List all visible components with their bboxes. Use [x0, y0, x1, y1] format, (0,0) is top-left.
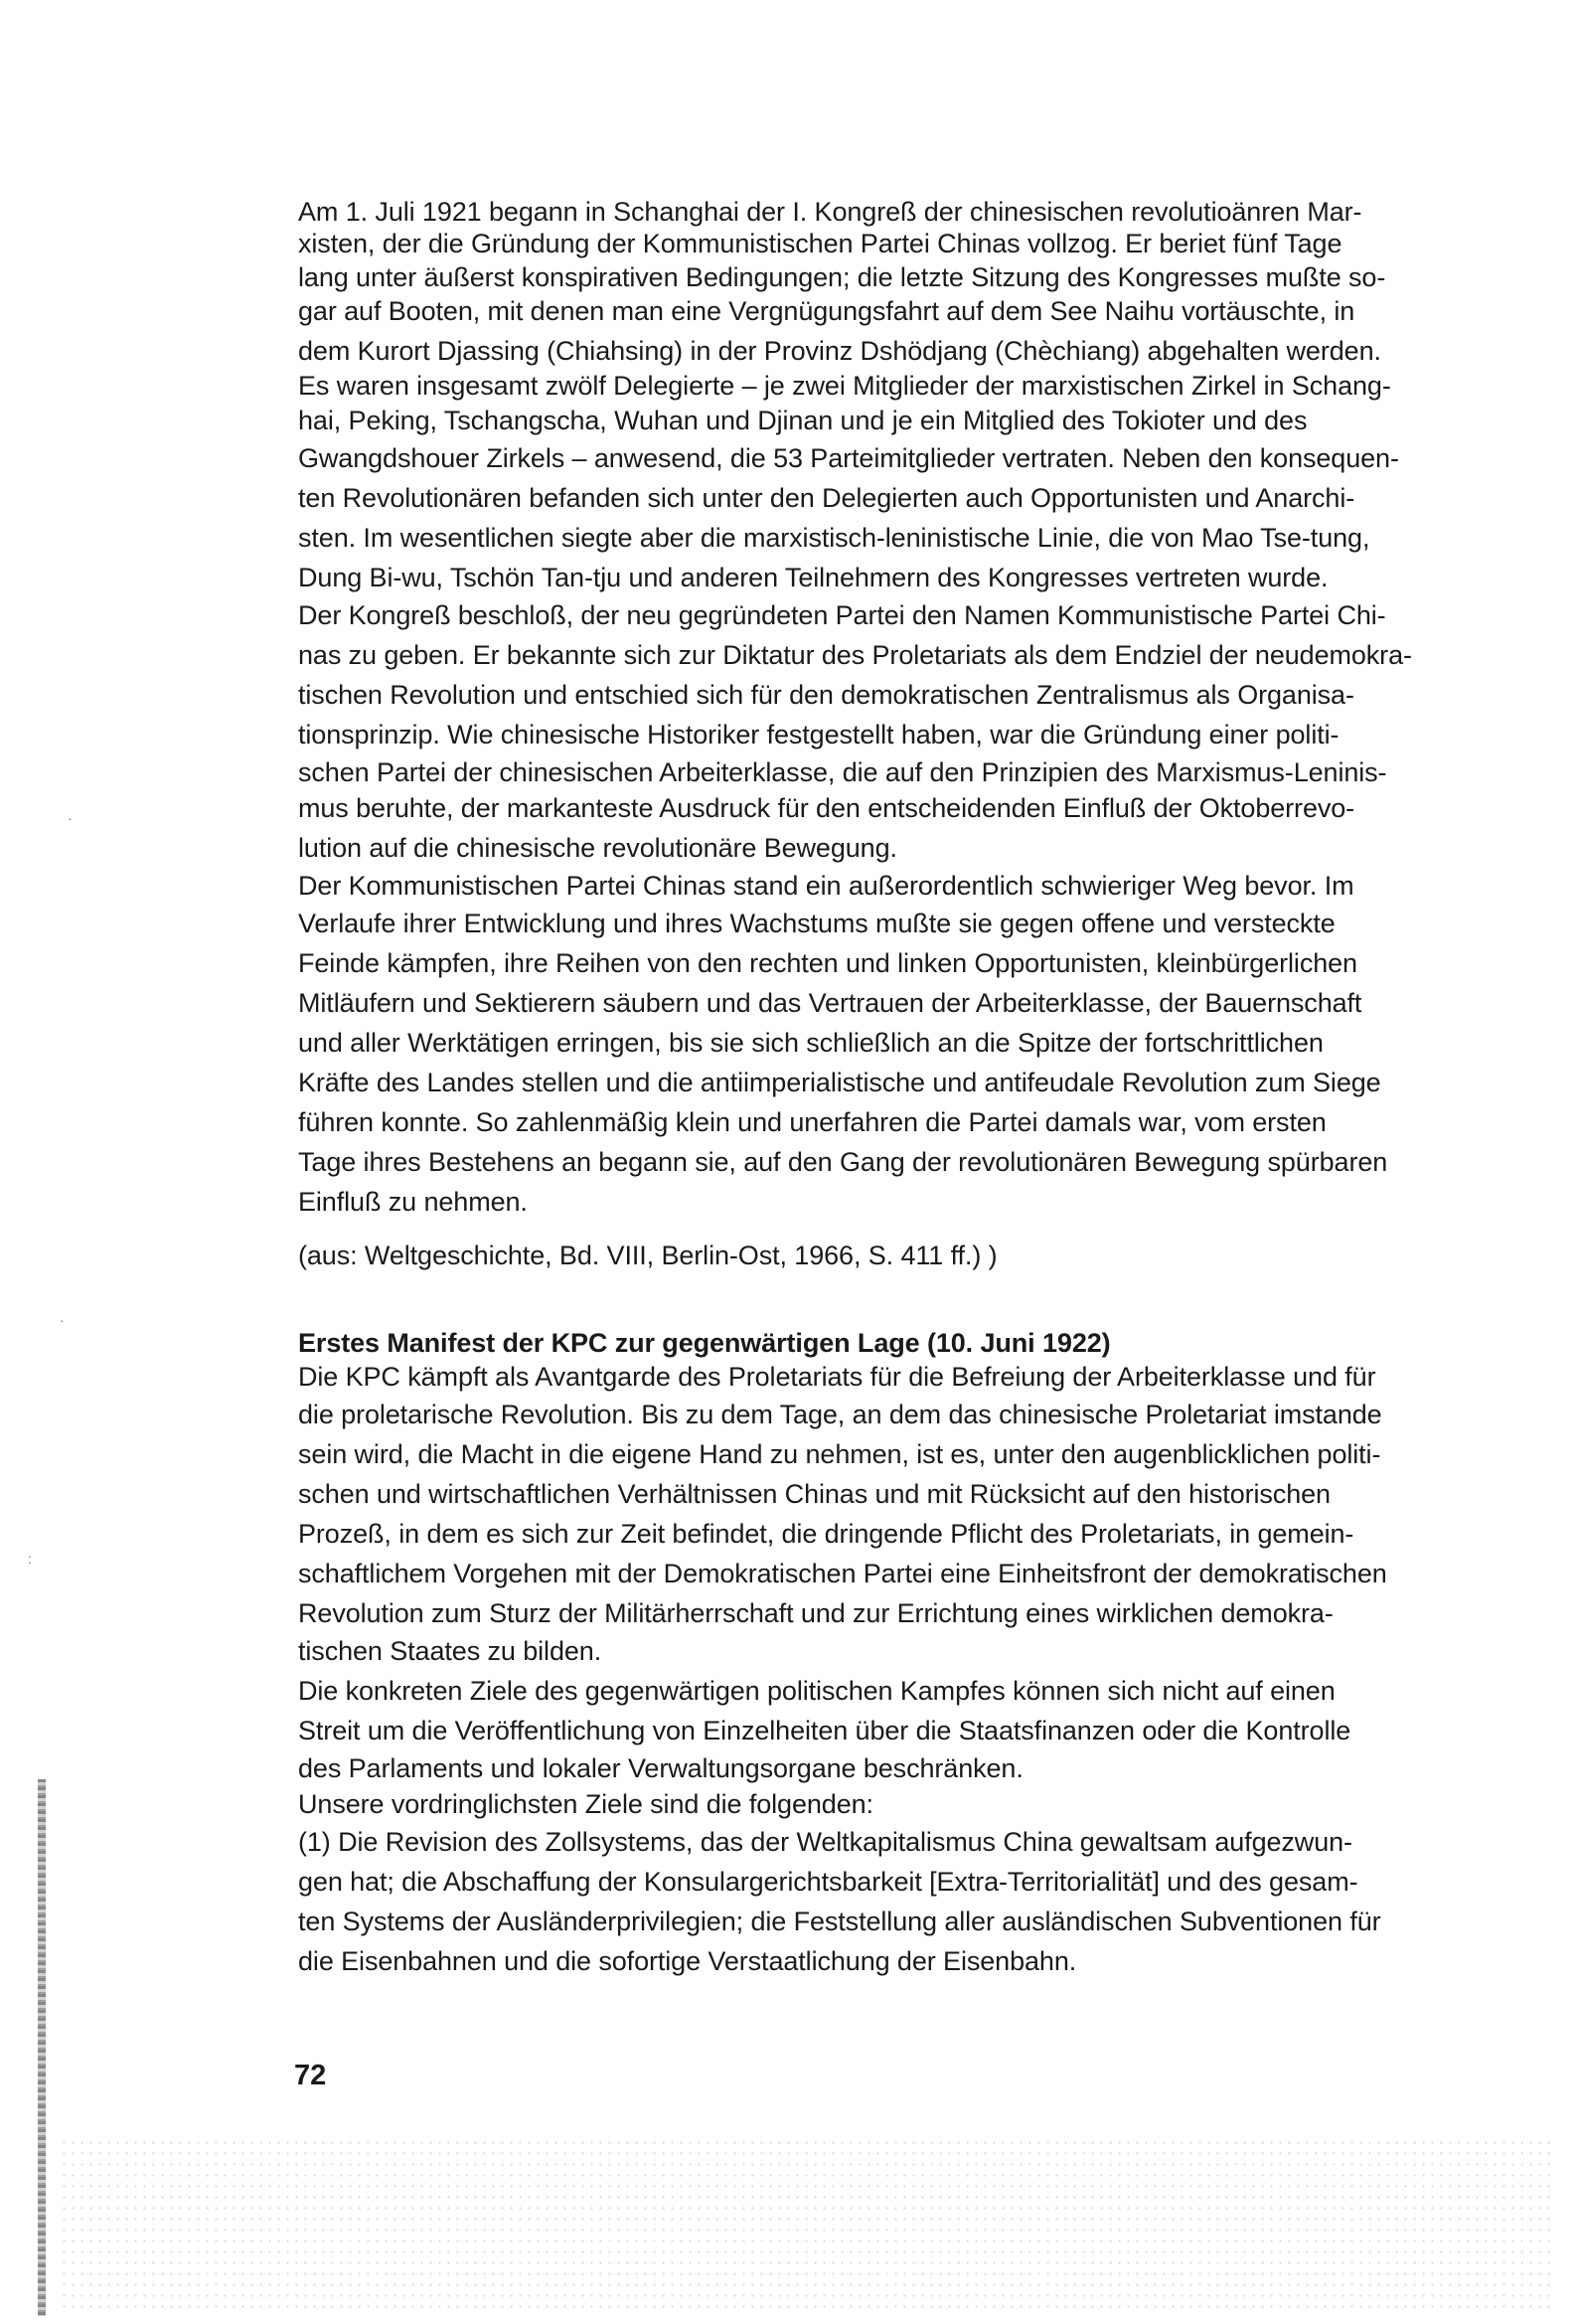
body-line: Die KPC kämpft als Avantgarde des Proletariats für die Befreiung der Arbeiterklasse und für — [298, 1362, 1376, 1392]
body-line: ten Systems der Ausländerprivilegien; die Feststellung aller ausländischen Subventionen für — [298, 1907, 1381, 1936]
body-line: Unsere vordringlichsten Ziele sind die folgenden: — [298, 1789, 873, 1819]
body-line: schen Partei der chinesischen Arbeiterklasse, die auf den Prinzipien des Marxismus-Leninis- — [298, 757, 1387, 787]
body-line: Die konkreten Ziele des gegenwärtigen politischen Kampfes können sich nicht auf einen — [298, 1676, 1336, 1706]
body-line: Es waren insgesamt zwölf Delegierte – je zwei Mitglieder der marxistischen Zirkel in Schang- — [298, 371, 1391, 401]
body-line: hai, Peking, Tschangscha, Wuhan und Djinan und je ein Mitglied des Tokioter und des — [298, 406, 1308, 435]
body-line: dem Kurort Djassing (Chiahsing) in der Provinz Dshödjang (Chèchiang) abgehalten werden. — [298, 336, 1381, 366]
body-line: Dung Bi-wu, Tschön Tan-tju und anderen Teilnehmern des Kongresses vertreten wurde. — [298, 563, 1329, 592]
body-line: Mitläufern und Sektierern säubern und das Vertrauen der Arbeiterklasse, der Bauernschaft — [298, 988, 1362, 1018]
body-line: Revolution zum Sturz der Militärherrschaft und zur Errichtung eines wirklichen demokra- — [298, 1598, 1334, 1628]
body-line: schen und wirtschaftlichen Verhältnissen Chinas und mit Rücksicht auf den historischen — [298, 1479, 1331, 1509]
body-line: die proletarische Revolution. Bis zu dem Tage, an dem das chinesische Proletariat imstande — [298, 1400, 1382, 1429]
body-line: xisten, der die Gründung der Kommunistischen Partei Chinas vollzog. Er beriet fünf Tage — [298, 229, 1342, 258]
scan-edge-artifact — [38, 1779, 46, 2316]
body-line: Kräfte des Landes stellen und die antiimperialistische und antifeudale Revolution zum Siege — [298, 1068, 1381, 1097]
body-line: gar auf Booten, mit denen man eine Vergnügungsfahrt auf dem See Naihu vortäuschte, in — [298, 296, 1355, 326]
margin-mark: · — [68, 810, 73, 826]
numbered-item: (1) Die Revision des Zollsystems, das der Weltkapitalismus China gewaltsam aufgezwun- — [298, 1827, 1352, 1857]
body-line: mus beruhte, der markanteste Ausdruck für den entscheidenden Einfluß der Oktoberrevo- — [298, 793, 1355, 823]
body-line: tischen Revolution und entschied sich für den demokratischen Zentralismus als Organisa- — [298, 680, 1354, 710]
body-line: und aller Werktätigen erringen, bis sie sich schließlich an die Spitze der fortschrittlichen — [298, 1028, 1324, 1058]
margin-mark: · — [60, 1312, 65, 1328]
scan-noise-artifact — [60, 2137, 1550, 2316]
body-line: Feinde kämpfen, ihre Reihen von den rechten und linken Opportunisten, kleinbürgerlichen — [298, 948, 1357, 978]
section-heading: Erstes Manifest der KPC zur gegenwärtigen Lage (10. Juni 1922) — [298, 1328, 1111, 1358]
body-line: sten. Im wesentlichen siegte aber die marxistisch-leninistische Linie, die von Mao Tse-tung, — [298, 523, 1370, 553]
body-line: tischen Staates zu bilden. — [298, 1636, 602, 1666]
citation: (aus: Weltgeschichte, Bd. VIII, Berlin-Ost, 1966, S. 411 ff.) ) — [298, 1241, 998, 1270]
body-line: Am 1. Juli 1921 begann in Schanghai der I. Kongreß der chinesischen revolutioänren Mar- — [298, 197, 1362, 227]
body-line: lution auf die chinesische revolutionäre Bewegung. — [298, 833, 897, 863]
body-line: gen hat; die Abschaffung der Konsulargerichtsbarkeit [Extra-Territorialität] und des gesam- — [298, 1867, 1358, 1897]
body-line: Streit um die Veröffentlichung von Einzelheiten über die Staatsfinanzen oder die Kontrolle — [298, 1716, 1351, 1745]
body-line: Gwangdshouer Zirkels – anwesend, die 53 Parteimitglieder vertraten. Neben den konsequen- — [298, 443, 1399, 473]
body-line: Der Kongreß beschloß, der neu gegründeten Partei den Namen Kommunistische Partei Chi- — [298, 600, 1386, 630]
body-line: Einfluß zu nehmen. — [298, 1187, 528, 1217]
body-line: Der Kommunistischen Partei Chinas stand ein außerordentlich schwieriger Weg bevor. Im — [298, 871, 1354, 901]
body-line: führen konnte. So zahlenmäßig klein und unerfahren die Partei damals war, vom ersten — [298, 1107, 1327, 1137]
body-line: nas zu geben. Er bekannte sich zur Diktatur des Proletariats als dem Endziel der neudemokra- — [298, 640, 1412, 670]
body-line: ten Revolutionären befanden sich unter den Delegierten auch Opportunisten und Anarchi- — [298, 483, 1355, 513]
body-line: die Eisenbahnen und die sofortige Verstaatlichung der Eisenbahn. — [298, 1946, 1077, 1976]
body-line: lang unter äußerst konspirativen Bedingungen; die letzte Sitzung des Kongresses mußte so- — [298, 262, 1386, 292]
body-line: Prozeß, in dem es sich zur Zeit befindet, die dringende Pflicht des Proletariats, in gemein- — [298, 1519, 1354, 1549]
body-line: tionsprinzip. Wie chinesische Historiker festgestellt haben, war die Gründung einer politi- — [298, 720, 1340, 749]
body-line: sein wird, die Macht in die eigene Hand zu nehmen, ist es, unter den augenblicklichen politi- — [298, 1439, 1381, 1469]
body-line: schaftlichem Vorgehen mit der Demokratischen Partei eine Einheitsfront der demokratischen — [298, 1559, 1387, 1588]
body-line: Verlaufe ihrer Entwicklung und ihres Wachstums mußte sie gegen offene und versteckte — [298, 909, 1336, 938]
margin-mark: : — [28, 1551, 32, 1567]
page-number: 72 — [294, 2060, 327, 2091]
body-line: des Parlaments und lokaler Verwaltungsorgane beschränken. — [298, 1753, 1024, 1783]
body-line: Tage ihres Bestehens an begann sie, auf den Gang der revolutionären Bewegung spürbaren — [298, 1147, 1388, 1177]
